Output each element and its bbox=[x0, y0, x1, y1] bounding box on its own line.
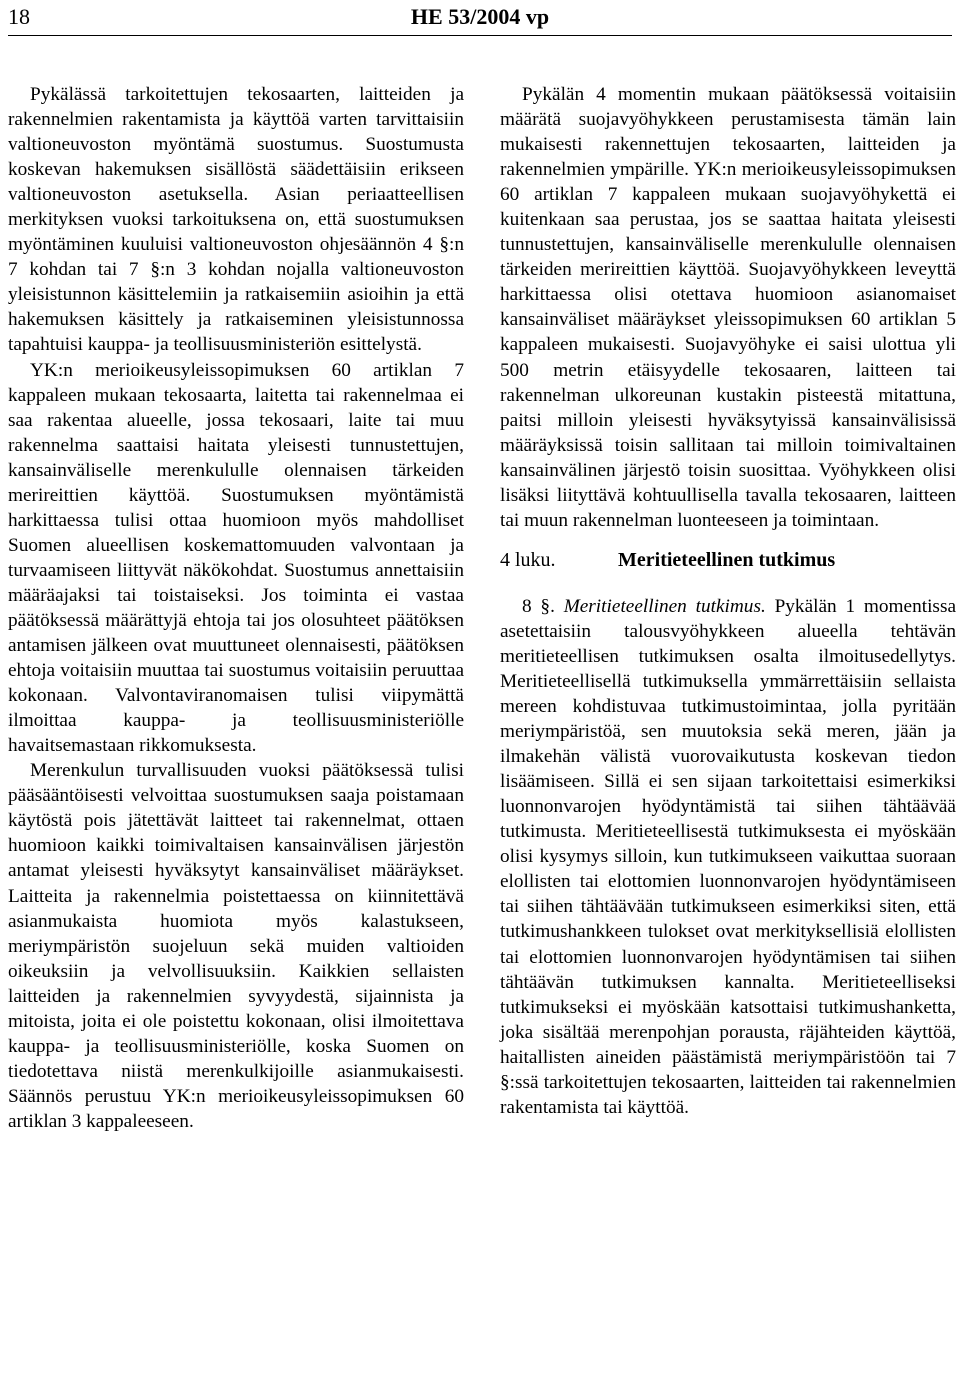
paragraph: Pykälässä tarkoitettujen tekosaarten, laitteiden ja rakennelmien rakentamista ja käyttöä varten tarvittaisiin valtioneuvoston myöntämä suostumus. Suostumusta koskevan hakemuksen sisällöstä säädettäisiin erikseen valtioneuvoston asetuksella. Asian periaatteellisen merkityksen vuoksi tarkoituksena on, että suostumuksen myöntäminen kuuluisi valtioneuvoston ohjesäännön 4 §:n 7 kohdan tai 7 §:n 3 kohdan nojalla valtioneuvoston yleisistunnon käsittelemiin ja ratkaisemiin asioihin ja että hakemuksen käsittely ja ratkaiseminen yleisistunnossa tapahtuisi kauppa- ja teollisuusministeriön esittelystä. bbox=[8, 84, 464, 356]
left-column bbox=[8, 82, 464, 1134]
header-rule bbox=[8, 35, 952, 36]
section-number: 8 §. bbox=[522, 595, 555, 617]
page-number: 18 bbox=[8, 4, 30, 29]
paragraph: YK:n merioikeusyleissopimuksen 60 artiklan 7 kappaleen mukaan tekosaarta, laitetta tai rakennelmaa ei saa rakentaa alueelle, jossa tekosaari, laite tai muu rakennelma saattaisi haitata yleisesti tunnustettujen, kansainväliselle merenkululle olennaisen tärkeiden merireittien käyttöä. Suostumuksen myöntämistä harkittaessa tulisi ottaa huomioon myös mahdolliset Suomen alueellisen koskemattomuuden valvontaan ja turvaamiseen liittyvät näkökohdat. Suostumus annettaisiin määräajaksi tai toistaiseksi. Jos toiminta ei vastaa päätöksessä määrättyjä ehtoja tai jos olosuhteet päätöksen antamisen jälkeen ovat muuttuneet olennaisesti, päätöksen ehtoja voitaisiin muuttaa tai suostumus voitaisiin peruuttaa kokonaan. Valvontaviranomaisen tulisi viipymättä ilmoittaa kauppa- ja teollisuusministeriölle havaitsemastaan rikkomuksesta. bbox=[8, 359, 464, 757]
section-paragraph bbox=[500, 594, 956, 1120]
chapter-heading bbox=[500, 547, 956, 573]
page-header bbox=[8, 2, 952, 32]
paragraph: Merenkulun turvallisuuden vuoksi päätöksessä tulisi pääsääntöisesti velvoittaa suostumuksen saaja poistamaan käytöstä pois jätettävät laitteet tai rakennelmat, ottaen huomioon kaikki toimivaltaisen kansainvälisen järjestön antamat yleisesti hyväksytyt kansainväliset määräykset. Laitteita ja rakennelmia poistettaessa on kiinnitettävä asianmukaista huomiota myös kalastukseen, meriympäristön suojeluun sekä muiden valtioiden oikeuksiin ja velvollisuuksiin. Kaikkien sellaisten laitteiden ja rakennelmien syvyydestä, sijainnista ja mitoista, joita ei ole poistettu kokonaan, olisi ilmoitettava kauppa- ja teollisuusministeriölle, koska Suomen on tiedotettava niistä merenkulkijoille asianmukaisesti. Säännös perustuu YK:n merioikeusyleissopimuksen 60 artiklan 3 kappaleeseen. bbox=[8, 760, 464, 1132]
right-column bbox=[500, 82, 956, 1120]
section-title: Meritieteellinen tutkimus. bbox=[563, 595, 766, 617]
paragraph: Pykälän 4 momentin mukaan päätöksessä voitaisiin määrätä suojavyöhykkeen perustamisesta tämän lain mukaisesti rakennettujen tekosaarten, laitteiden ja rakennelmien ympärille. YK:n merioikeusyleissopimuksen 60 artiklan 7 kappaleen mukaan suojavyöhykettä ei kuitenkaan saa perustaa, jos se saattaa haitata yleisesti tunnustettujen, kansainväliselle merenkululle olennaisen tärkeiden merireittien käyttöä. Suojavyöhykkeen leveyttä harkittaessa olisi otettava huomioon asianomaiset kansainväliset määräykset yleissopimuksen 60 artiklan 5 kappaleen mukaisesti. Suojavyöhyke ei saisi ulottua yli 500 metrin etäisyydelle tekosaaren, laitteen tai rakennelman ulkoreunan kustakin pisteestä mitattuna, paitsi milloin yleisesti hyväksytyissä kansainvälisissä määräyksissä toisin sallitaan tai milloin toimivaltainen kansainvälinen järjestö toisin suosittaa. Vyöhykkeen olisi lisäksi liityttävä kohtuullisella tavalla tekosaaren, laitteen tai muun rakennelman luonteeseen ja toimintaan. bbox=[500, 84, 956, 531]
chapter-number: 4 luku. bbox=[500, 548, 556, 571]
chapter-title: Meritieteellinen tutkimus bbox=[618, 548, 836, 571]
document-reference: HE 53/2004 vp bbox=[410, 4, 550, 29]
section-text: Pykälän 1 momentissa asetettaisiin talousvyöhykkeen alueella tehtävän meritieteellisen tutkimuksen osalta ilmoitusedellytys. Meritieteellisellä tutkimuksella ymmärrettäisiin sellaista mereen kohdistuvaa tutkimustoimintaa, jolla pyritään meriympäristöä, sen muutoksia sekä meren, jään ja ilmakehän välistä vuorovaikutusta koskevan tiedon lisäämiseen. Sillä ei sen sijaan tarkoitettaisi esimerkiksi luonnonvarojen hyödyntämistä tai siihen tähtäävää tutkimusta. Meritieteellisestä tutkimuksesta ei myöskään olisi kysymys silloin, kun tutkimukseen vaikuttaa suoraan elollisten tai elottomien luonnonvarojen hyödyntämiseen tai siihen tähtäävään tutkimukseen esimerkiksi siten, että tutkimushankkeen tulokset ovat merkityksellisiä elollisten tai elottomien luonnonvarojen hyödyntämisen tai siihen tähtäävän tutkimuksen kannalta. Meritieteelliseksi tutkimukseksi ei myöskään katsottaisi tutkimushanketta, joka sisältää merenpohjan porausta, räjähteiden käyttöä, haitallisten aineiden päästämistä meriympäristöön tai 7 §:ssä tarkoitettujen tekosaarten, laitteiden tai rakennelmien rakentamista tai käyttöä. bbox=[500, 595, 957, 1118]
